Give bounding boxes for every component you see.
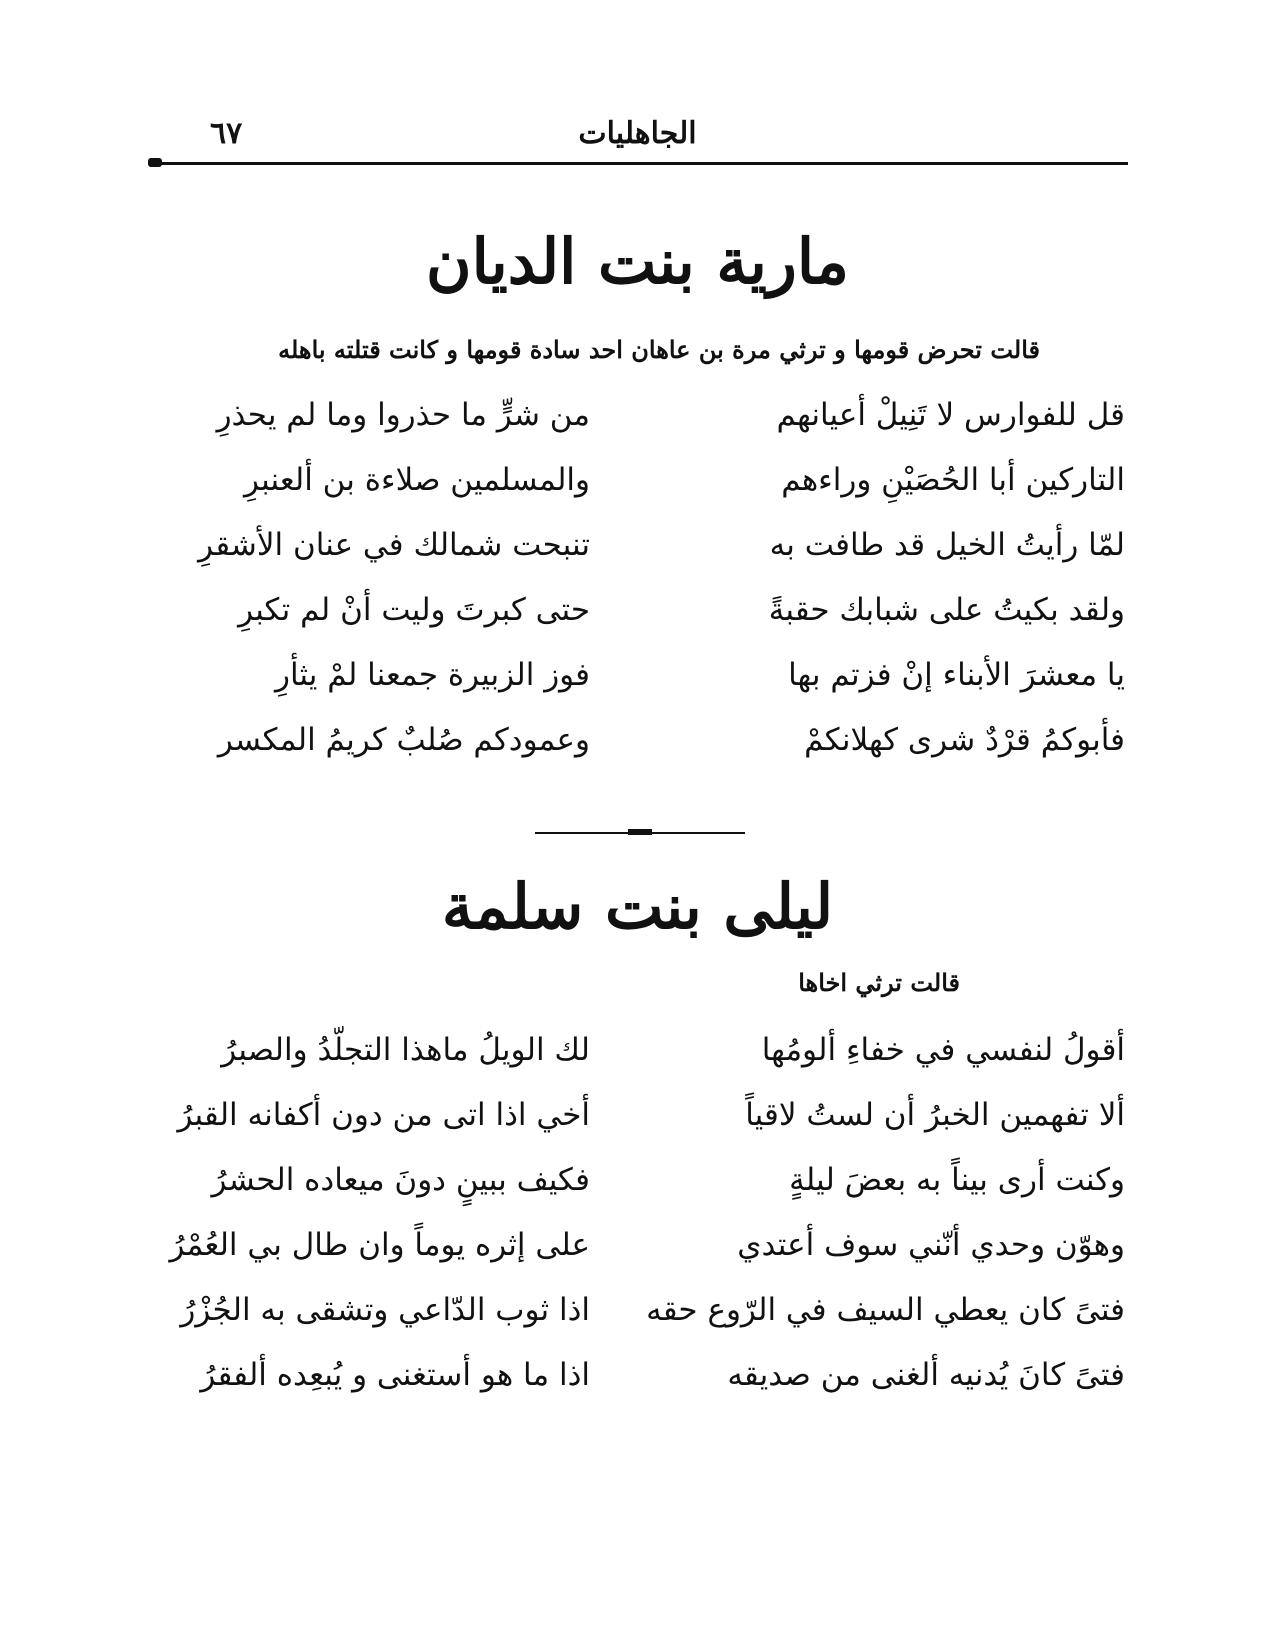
first-hemistich: وهوّن وحدي أنّني سوف أعتدي [737, 1227, 1125, 1263]
verse-line [150, 1345, 1125, 1405]
first-hemistich: فتىً كان يعطي السيف في الرّوع حقه [646, 1292, 1125, 1328]
verse-line [150, 645, 1125, 705]
first-hemistich: لمّا رأيتُ الخيل قد طافت به [769, 527, 1125, 563]
page-number: ٦٧ [210, 116, 243, 151]
second-hemistich: أخي اذا اتى من دون أكفانه القبرُ [177, 1097, 590, 1133]
first-hemistich: يا معشرَ الأبناء إنْ فزتم بها [788, 657, 1125, 693]
first-hemistich: ألا تفهمين الخبرُ أن لستُ لاقياً [745, 1097, 1125, 1133]
first-hemistich: وكنت أرى بيناً به بعضَ ليلةٍ [789, 1162, 1125, 1198]
second-hemistich: فكيف ببينٍ دونَ ميعاده الحشرُ [211, 1162, 590, 1198]
section-title: ليلى بنت سلمة [441, 870, 834, 943]
verse-line [150, 515, 1125, 575]
section-intro: قالت ترثي اخاها [798, 968, 960, 997]
second-hemistich: لك الويلُ ماهذا التجلّدُ والصبرُ [221, 1032, 590, 1068]
second-hemistich: اذا ما هو أستغنى و يُبعِده ألفقرُ [200, 1357, 590, 1393]
verse-line [150, 385, 1125, 445]
section-intro: قالت تحرض قومها و ترثي مرة بن عاهان احد سادة قومها و كانت قتلته باهله [278, 335, 1040, 364]
first-hemistich: أقولُ لنفسي في خفاءِ ألومُها [761, 1032, 1125, 1068]
verse-line [150, 710, 1125, 770]
verse-line [150, 1280, 1125, 1340]
second-hemistich: فوز الزبيرة جمعنا لمْ يثأرِ [274, 657, 590, 693]
second-hemistich: حتى كبرتَ وليت أنْ لم تكبرِ [238, 592, 590, 628]
verse-line [150, 450, 1125, 510]
first-hemistich: فأبوكمُ قرْدٌ شرى كهلانكمْ [804, 722, 1125, 758]
verse-line [150, 580, 1125, 640]
second-hemistich: اذا ثوب الدّاعي وتشقى به الجُزْرُ [180, 1292, 590, 1328]
second-hemistich: من شرٍّ ما حذروا وما لم يحذرِ [216, 397, 590, 433]
running-header [150, 112, 1125, 162]
first-hemistich: قل للفوارس لا تَنِيلْ أعيانهم [776, 397, 1125, 433]
first-hemistich: فتىً كانَ يُدنيه ألغنى من صديقه [727, 1357, 1125, 1393]
header-rule [148, 162, 1128, 165]
second-hemistich: والمسلمين صلاءة بن ألعنبرِ [244, 462, 590, 498]
second-hemistich: وعمودكم صُلبٌ كريمُ المكسر [217, 722, 590, 758]
first-hemistich: التاركين أبا الحُصَيْنِ وراءهم [781, 462, 1125, 498]
second-hemistich: تنبحت شمالك في عنان الأشقرِ [198, 527, 590, 563]
verse-line [150, 1215, 1125, 1275]
section-title: مارية بنت الديان [426, 225, 849, 298]
header-rule-ornament [148, 158, 162, 167]
first-hemistich: ولقد بكيتُ على شبابك حقبةً [768, 592, 1125, 628]
running-title: الجاهليات [578, 116, 697, 151]
verse-line [150, 1150, 1125, 1210]
verse-line [150, 1085, 1125, 1145]
second-hemistich: على إثره يوماً وان طال بي العُمْرُ [169, 1227, 590, 1263]
section-divider-ornament [628, 829, 652, 835]
verse-line [150, 1020, 1125, 1080]
